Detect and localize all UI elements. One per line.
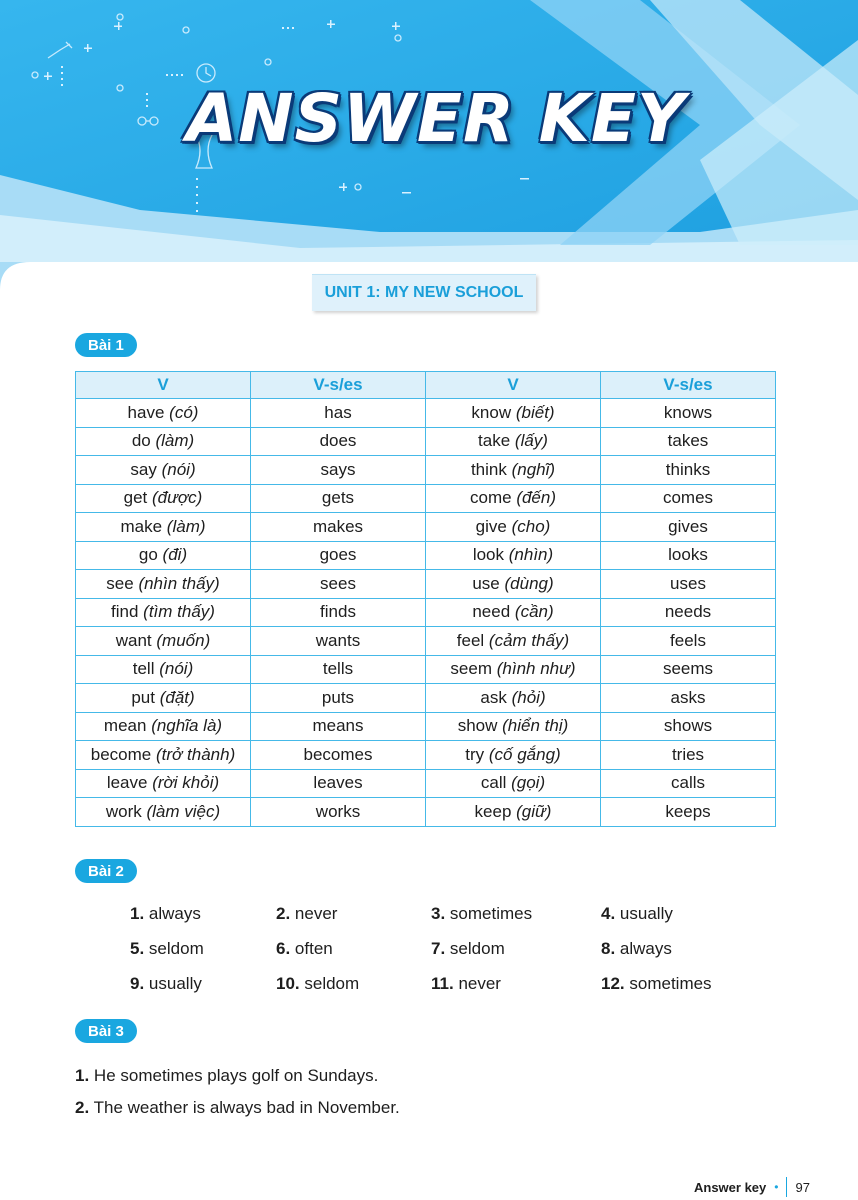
verb-meaning: (cho) [511,516,551,536]
bai2-answer [130,904,201,924]
verb-word: has [324,402,352,422]
verb-word: gives [668,516,708,536]
answer-text: never [458,974,501,993]
verb-word: give [475,516,507,536]
verb-meaning: (hiển thị) [502,716,569,736]
sentence-number: 2. [75,1098,90,1117]
sentence-number: 1. [75,1066,90,1085]
table-cell [426,798,601,827]
table-cell [601,399,776,428]
answer-text: sometimes [629,974,712,993]
verb-word: go [138,545,158,565]
verb-word: thinks [665,459,711,479]
verb-word: keeps [665,801,711,821]
table-cell [601,712,776,741]
bai2-answer [601,904,673,924]
page-title: ANSWER KEY [186,80,686,157]
verb-word: want [115,630,152,650]
table-cell [76,798,251,827]
title-wrap [0,80,858,157]
verb-word: takes [667,431,709,451]
answer-text: usually [148,974,202,993]
table-cell [251,684,426,713]
verb-meaning: (có) [169,402,199,422]
verb-word: ask [480,687,507,707]
verb-meaning: (làm) [166,516,206,536]
answer-text: seldom [304,974,360,993]
verb-word: gets [321,488,355,508]
verb-word: become [90,744,152,764]
verb-meaning: (hỏi) [511,687,546,707]
answer-text: seldom [148,939,204,958]
table-cell [601,798,776,827]
table-row [76,598,776,627]
table-cell [251,769,426,798]
verb-meaning: (nhìn thấy) [138,573,220,593]
table-cell [426,399,601,428]
verb-word: keep [474,801,512,821]
table-row [76,769,776,798]
verb-word: make [120,516,163,536]
bai2-answer [431,974,501,994]
verb-word: use [472,573,500,593]
page-footer [694,1176,810,1198]
header-cell: V [76,372,251,399]
table-cell [426,769,601,798]
footer-bullet: • [774,1180,779,1194]
verb-word: try [465,744,485,764]
verb-word: need [472,602,511,622]
table-cell [426,456,601,485]
section-label-bai3: Bài 3 [75,1019,137,1043]
table-cell [426,684,601,713]
table-cell [426,427,601,456]
table-cell [426,712,601,741]
table-cell [426,598,601,627]
table-cell [76,456,251,485]
verb-word: finds [320,602,356,622]
table-cell [76,427,251,456]
table-cell [426,627,601,656]
footer-label: Answer key [694,1179,767,1195]
verb-word: makes [312,516,364,536]
table-cell [426,484,601,513]
table-cell [426,655,601,684]
table-cell [601,655,776,684]
verb-word: calls [670,773,705,793]
answer-text: sometimes [449,904,533,923]
verb-meaning: (biết) [515,402,555,422]
table-cell [601,456,776,485]
bai2-answer [431,939,505,959]
verb-meaning: (gọi) [511,773,546,793]
verb-word: do [131,431,151,451]
verb-word: come [470,488,512,508]
verb-meaning: (nhìn) [508,545,554,565]
table-row [76,627,776,656]
verb-meaning: (nói) [161,459,196,479]
header-cell: V-s/es [251,372,426,399]
answer-text: always [619,939,672,958]
verb-meaning: (đặt) [159,687,195,707]
verb-word: uses [670,573,706,593]
verb-meaning: (được) [152,488,203,508]
table-cell [251,627,426,656]
verb-meaning: (cố gắng) [488,744,561,764]
table-row [76,513,776,542]
table-row [76,456,776,485]
table-cell [601,513,776,542]
table-cell [601,598,776,627]
table-cell [251,741,426,770]
table-cell [251,598,426,627]
bai3-sentence [75,1098,400,1118]
verb-meaning: (trở thành) [155,744,236,764]
verb-word: tries [671,744,705,764]
answer-number: 10. [276,974,300,993]
unit-title: UNIT 1: MY NEW SCHOOL [312,274,536,311]
table-cell [251,798,426,827]
table-cell [76,399,251,428]
page-number: 97 [795,1179,810,1195]
bai2-answer [130,974,202,994]
answer-text: always [148,904,201,923]
verb-word: shows [663,716,713,736]
table-row [76,570,776,599]
verb-word: knows [663,402,713,422]
verb-word: works [315,801,361,821]
answer-number: 12. [601,974,625,993]
table-cell [251,484,426,513]
verb-word: get [123,488,148,508]
answer-number: 11. [431,974,454,993]
table-row [76,427,776,456]
verb-word: looks [668,545,708,565]
table-row [76,655,776,684]
table-row [76,741,776,770]
verb-word: work [105,801,142,821]
answer-number: 5. [130,939,145,958]
verb-meaning: (làm việc) [146,801,221,821]
verb-meaning: (nói) [159,659,194,679]
verb-table-body [76,399,776,827]
table-cell [601,541,776,570]
table-cell [251,427,426,456]
verb-word: look [472,545,505,565]
table-cell [76,598,251,627]
sentence-text: He sometimes plays golf on Sundays. [93,1066,379,1085]
table-cell [601,570,776,599]
answer-number: 8. [601,939,616,958]
verb-word: think [470,459,507,479]
verb-word: goes [319,545,357,565]
verb-word: show [457,716,498,736]
verb-meaning: (nghĩa là) [151,716,223,736]
verb-word: seems [662,659,714,679]
table-header-row [76,372,776,399]
verb-word: know [471,402,512,422]
verb-meaning: (đi) [162,545,188,565]
verb-word: says [320,459,356,479]
table-cell [76,769,251,798]
table-cell [76,684,251,713]
answer-number: 7. [431,939,446,958]
verb-word: sees [320,573,356,593]
verb-word: seem [450,659,492,679]
verb-word: mean [103,716,147,736]
answer-number: 6. [276,939,291,958]
verb-meaning: (đến) [516,488,556,508]
bai2-answer [601,939,672,959]
verb-word: tells [322,659,354,679]
verb-word: becomes [303,744,373,764]
verb-word: wants [315,630,361,650]
verb-word: leaves [313,773,363,793]
section-label-bai2: Bài 2 [75,859,137,883]
table-row [76,798,776,827]
table-cell [76,627,251,656]
table-cell [251,513,426,542]
table-cell [251,456,426,485]
verb-meaning: (tìm thấy) [143,602,215,622]
answer-text: never [294,904,338,923]
table-cell [76,570,251,599]
header-cell: V-s/es [601,372,776,399]
verb-word: call [480,773,507,793]
table-row [76,484,776,513]
verb-meaning: (làm) [155,431,195,451]
verb-meaning: (muốn) [156,630,211,650]
verb-word: needs [664,602,712,622]
verb-table [75,371,776,827]
verb-word: puts [321,687,355,707]
answer-number: 4. [601,904,616,923]
answer-number: 2. [276,904,291,923]
answer-text: seldom [449,939,505,958]
table-cell [426,741,601,770]
verb-meaning: (lấy) [514,431,548,451]
answer-text: often [294,939,333,958]
table-cell [76,655,251,684]
verb-word: see [106,573,134,593]
table-row [76,684,776,713]
verb-word: find [111,602,139,622]
verb-word: comes [662,488,714,508]
verb-meaning: (rời khỏi) [152,773,220,793]
table-cell [426,513,601,542]
table-cell [76,741,251,770]
verb-word: feels [670,630,706,650]
table-cell [601,769,776,798]
table-cell [601,427,776,456]
table-row [76,712,776,741]
bai2-answer [276,974,359,994]
answer-number: 1. [130,904,145,923]
verb-word: put [131,687,155,707]
bai2-answer [276,904,337,924]
verb-word: asks [670,687,706,707]
table-cell [251,541,426,570]
verb-word: feel [456,630,485,650]
table-cell [426,541,601,570]
verb-word: leave [106,773,148,793]
verb-meaning: (cần) [514,602,554,622]
table-cell [251,712,426,741]
table-cell [76,712,251,741]
table-cell [251,570,426,599]
table-cell [601,627,776,656]
sentence-text: The weather is always bad in November. [93,1098,400,1117]
bai2-answer [601,974,712,994]
answer-number: 9. [130,974,145,993]
table-cell [251,655,426,684]
verb-word: have [127,402,165,422]
section-label-bai1: Bài 1 [75,333,137,357]
verb-meaning: (cảm thấy) [488,630,570,650]
verb-meaning: (giữ) [516,801,552,821]
table-cell [76,513,251,542]
table-cell [76,541,251,570]
bai2-answer [431,904,532,924]
table-cell [426,570,601,599]
table-row [76,399,776,428]
verb-word: means [312,716,364,736]
answer-text: usually [619,904,673,923]
verb-word: take [478,431,511,451]
table-cell [601,684,776,713]
verb-meaning: (hình như) [496,659,576,679]
bai3-sentence [75,1066,378,1086]
table-cell [251,399,426,428]
table-cell [76,484,251,513]
verb-word: say [130,459,157,479]
footer-divider [786,1177,787,1197]
verb-meaning: (nghĩ) [511,459,556,479]
bai2-answer [276,939,333,959]
answer-number: 3. [431,904,446,923]
table-cell [601,484,776,513]
table-row [76,541,776,570]
verb-word: tell [132,659,155,679]
header-cell: V [426,372,601,399]
verb-word: does [319,431,357,451]
verb-meaning: (dùng) [504,573,554,593]
bai2-answer [130,939,204,959]
table-cell [601,741,776,770]
